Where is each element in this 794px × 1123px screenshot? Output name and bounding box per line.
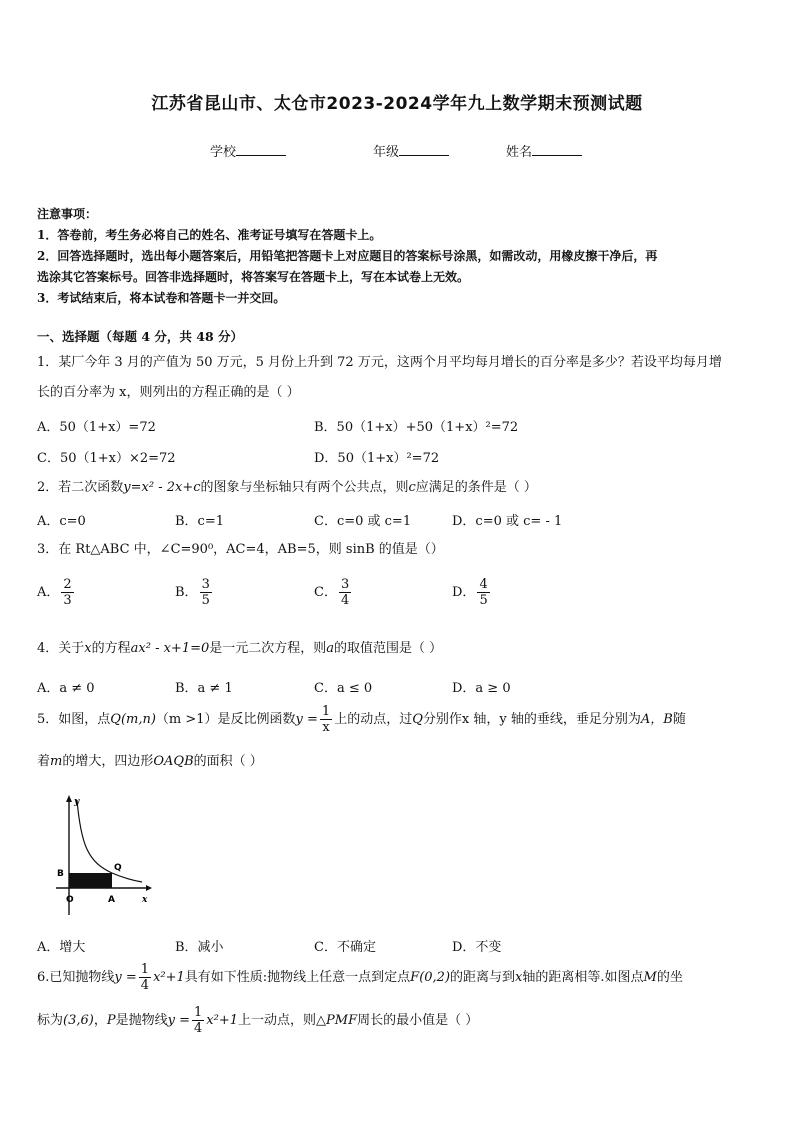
q6-text-4: 轴的距离相等.如图点	[522, 970, 644, 985]
note-item-1: 1．答卷前，考生务必将自己的姓名、准考证号填写在答题卡上。	[37, 228, 382, 242]
q3-a-label: A．	[37, 585, 60, 600]
q1-option-d[interactable]: D．50（1+x）²=72	[314, 451, 440, 466]
q3-c-den: 4	[340, 593, 350, 608]
fig-b-label: B	[57, 869, 64, 879]
notes-block	[37, 204, 757, 309]
grade-field[interactable]	[373, 141, 449, 160]
q3-option-c[interactable]	[314, 577, 353, 608]
fig-o-label: O	[66, 895, 74, 905]
q5-den: x	[322, 720, 330, 735]
q4-x: x	[84, 641, 92, 656]
q6-y-2: y =	[167, 1013, 190, 1028]
q4-option-c[interactable]: C．a ≤ 0	[314, 681, 373, 696]
q6-num-2: 1	[194, 1005, 203, 1020]
q3-c-label: C．	[314, 585, 337, 600]
q4-option-d[interactable]: D．a ≥ 0	[452, 681, 511, 696]
q6-text-1: 6.已知抛物线	[37, 970, 115, 985]
q6-m-coord: (3,6)	[63, 1013, 94, 1028]
q6-den: 4	[140, 978, 150, 993]
q3-b-den: 5	[201, 593, 210, 608]
q5-y: y =	[295, 712, 318, 727]
hyperbola-curve	[77, 800, 142, 882]
q6-den-2: 4	[194, 1021, 203, 1036]
q6-line2-a: 标为	[37, 1013, 64, 1028]
school-field[interactable]	[210, 141, 286, 160]
q3-a-fraction	[61, 577, 73, 608]
q6-fraction-2	[192, 1005, 204, 1036]
q5-num: 1	[321, 704, 331, 719]
q1-option-b[interactable]: B．50（1+x）+50（1+x）²=72	[314, 420, 519, 435]
q3-d-fraction	[477, 577, 489, 608]
name-field[interactable]	[506, 141, 582, 160]
q2-option-c[interactable]: C．c=0 或 c=1	[314, 514, 412, 529]
q4-text-4: 的取值范围是（ ）	[334, 641, 443, 656]
q6-triangle: △PMF	[316, 1013, 358, 1028]
shaded-rectangle	[69, 873, 112, 888]
q6-f: F(0,2)	[410, 970, 451, 985]
q5-line2-c: 的面积（ ）	[193, 754, 263, 769]
name-label: 姓名	[506, 145, 533, 160]
q2-text-1: 2．若二次函数	[37, 480, 124, 495]
q6-rest-2: x²+1	[206, 1013, 238, 1028]
q2-option-d[interactable]: D．c=0 或 c= - 1	[452, 514, 563, 529]
q3-d-label: D．	[452, 585, 476, 600]
q5-figure	[46, 790, 156, 920]
q5-text-5: x 轴，	[461, 712, 500, 727]
q5-text-7: 随	[672, 712, 686, 727]
q4-equation: ax² - x+1=0	[130, 641, 210, 656]
q6-rest: x²+1	[153, 970, 185, 985]
q1-option-a[interactable]: A．50（1+x）=72	[37, 420, 156, 435]
q3-option-d[interactable]	[452, 577, 492, 608]
q5-q: Q	[412, 712, 423, 727]
note-item-3: 3．考试结束后，将本试卷和答题卡一并交回。	[37, 291, 286, 305]
q3-d-den: 5	[479, 593, 488, 608]
q4-text-2: 的方程	[91, 641, 131, 656]
question-5	[37, 704, 762, 777]
fig-q-label: Q	[114, 863, 122, 873]
q6-line2-b: ，	[93, 1013, 107, 1028]
q6-line2-c: 是抛物线	[115, 1013, 168, 1028]
note-item-2a: 2．回答选择题时，选出每小题答案后，用铅笔把答题卡上对应题目的答案标号涂黑，如需改动，用橡皮擦干净后，再	[37, 249, 658, 263]
q5-option-c[interactable]: C．不确定	[314, 940, 376, 955]
q3-b-num: 3	[201, 577, 210, 592]
q6-text-2: 具有如下性质:抛物线上任意一点到定点	[184, 970, 411, 985]
q5-text-2: （m >1）是反比例函数	[155, 712, 296, 727]
question-6	[37, 962, 762, 1036]
school-blank[interactable]	[236, 143, 286, 156]
q5-line2	[37, 747, 762, 777]
q1-option-c[interactable]: C．50（1+x）×2=72	[37, 451, 176, 466]
exam-title: 江苏省昆山市、太仓市2023-2024学年九上数学期末预测试题	[151, 94, 643, 114]
q5-fraction	[320, 704, 332, 735]
question-1	[37, 348, 762, 408]
grade-blank[interactable]	[399, 143, 449, 156]
q5-line2-b: 的增大，四边形	[62, 754, 154, 769]
q4-text-1: 4．关于	[37, 641, 85, 656]
q5-text-1: 5．如图，点	[37, 712, 111, 727]
y-axis-arrow	[66, 795, 72, 802]
q6-text-3: 的距离与到	[450, 970, 516, 985]
question-4	[37, 634, 762, 664]
q5-point-q: Q(m,n)	[110, 712, 156, 727]
question-2	[37, 473, 762, 503]
q5-text-4: 分别作	[422, 712, 462, 727]
q3-c-num: 3	[340, 577, 350, 592]
fig-y-label: y	[74, 797, 80, 807]
q4-a: a	[326, 641, 335, 656]
q5-ab: A，B	[640, 712, 673, 727]
school-label: 学校	[210, 145, 237, 160]
q1-line2: 长的百分率为 x，则列出的方程正确的是（ ）	[37, 385, 300, 400]
q4-option-a[interactable]: A．a ≠ 0	[37, 681, 95, 696]
note-item-2b: 选涂其它答案标号。回答非选择题时，将答案写在答题卡上，写在本试卷上无效。	[37, 270, 470, 284]
q5-line1	[37, 704, 762, 735]
q6-line2-e: 周长的最小值是（ ）	[357, 1013, 479, 1028]
q6-p: P	[106, 1013, 116, 1028]
q4-option-b[interactable]: B．a ≠ 1	[175, 681, 233, 696]
q6-text-5: 的坐	[656, 970, 683, 985]
q6-y: y =	[114, 970, 137, 985]
q3-a-num: 2	[63, 577, 72, 592]
q6-x: x	[515, 970, 523, 985]
q5-option-a[interactable]: A．增大	[37, 940, 86, 955]
q4-text-3: 是一元二次方程，则	[209, 641, 327, 656]
q2-variable: c	[408, 480, 416, 495]
q6-num: 1	[140, 962, 150, 977]
q3-c-fraction	[339, 577, 351, 608]
grade-label: 年级	[373, 145, 400, 160]
q2-text-3: 应满足的条件是（ ）	[415, 480, 537, 495]
fig-a-label: A	[108, 895, 115, 905]
q5-quad: OAQB	[153, 754, 194, 769]
name-blank[interactable]	[532, 143, 582, 156]
q5-text-6: y 轴的垂线，垂足分别为	[499, 712, 641, 727]
q6-fraction	[139, 962, 151, 993]
q6-m: M	[643, 970, 657, 985]
q5-option-b[interactable]: B．减小	[175, 940, 224, 955]
fig-x-label: x	[142, 895, 148, 905]
q2-function: y=x² - 2x+c	[123, 480, 201, 495]
q6-line1	[37, 962, 762, 993]
q5-m: m	[50, 754, 63, 769]
q2-text-2: 的图象与坐标轴只有两个公共点，则	[200, 480, 409, 495]
x-axis-arrow	[146, 885, 152, 891]
q5-option-d[interactable]: D．不变	[452, 940, 502, 955]
q3-option-b[interactable]	[175, 577, 214, 608]
q6-line2	[37, 1005, 762, 1036]
q2-option-a[interactable]: A．c=0	[37, 514, 86, 529]
q5-text-3: 上的动点，过	[334, 712, 413, 727]
question-3: 3．在 Rt△ABC 中，∠C=90⁰，AC=4，AB=5，则 sinB 的值是（）	[37, 542, 444, 557]
q6-line2-d: 上一动点，则	[238, 1013, 317, 1028]
q1-line1: 1．某厂今年 3 月的产值为 50 万元，5 月份上升到 72 万元，这两个月平均每月增长的百分率是多少？若设平均每月增	[37, 355, 722, 370]
section-title: 一、选择题（每题 4 分，共 48 分）	[37, 329, 244, 344]
q3-b-fraction	[200, 577, 212, 608]
q3-d-num: 4	[479, 577, 488, 592]
q3-option-a[interactable]	[37, 577, 76, 608]
q5-line2-a: 着	[37, 754, 51, 769]
q3-a-den: 3	[63, 593, 72, 608]
q2-option-b[interactable]: B．c=1	[175, 514, 224, 529]
notes-heading: 注意事项：	[37, 207, 98, 221]
q3-b-label: B．	[175, 585, 198, 600]
